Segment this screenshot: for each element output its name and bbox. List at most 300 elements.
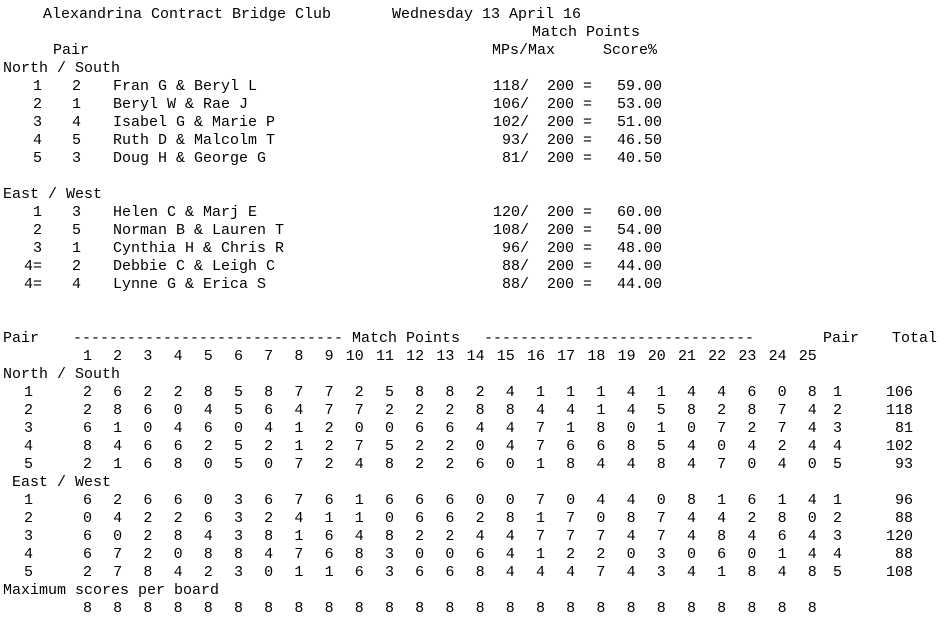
matrix-pair-number-right: 2 bbox=[832, 510, 842, 527]
board-score: 6 bbox=[415, 492, 425, 509]
board-score: 1 bbox=[324, 564, 334, 581]
board-score: 3 bbox=[656, 564, 666, 581]
matrix-total: 106 bbox=[885, 384, 913, 401]
board-number: 9 bbox=[324, 348, 334, 365]
board-score: 0 bbox=[233, 420, 243, 437]
dash-rule-right: ------------------------------ bbox=[484, 330, 755, 347]
mps-separator: / bbox=[520, 258, 530, 275]
board-score: 1 bbox=[535, 384, 545, 401]
matrix-total: 88 bbox=[894, 510, 913, 527]
board-score: 7 bbox=[717, 420, 727, 437]
board-score: 0 bbox=[113, 528, 123, 545]
max-score: 8 bbox=[807, 600, 817, 617]
board-number: 10 bbox=[345, 348, 364, 365]
board-score: 2 bbox=[173, 510, 183, 527]
board-number: 11 bbox=[375, 348, 394, 365]
board-score: 0 bbox=[505, 492, 515, 509]
board-score: 5 bbox=[233, 438, 243, 455]
board-score: 8 bbox=[807, 384, 817, 401]
board-score: 3 bbox=[384, 564, 394, 581]
max-points: 200 bbox=[546, 96, 574, 113]
board-score: 1 bbox=[113, 456, 123, 473]
board-number: 25 bbox=[798, 348, 817, 365]
board-score: 2 bbox=[445, 528, 455, 545]
board-score: 0 bbox=[173, 402, 183, 419]
board-score: 7 bbox=[656, 528, 666, 545]
board-score: 0 bbox=[686, 546, 696, 563]
board-score: 2 bbox=[566, 546, 576, 563]
max-score: 8 bbox=[505, 600, 515, 617]
board-score: 8 bbox=[475, 564, 485, 581]
board-score: 8 bbox=[445, 384, 455, 401]
max-score: 8 bbox=[596, 600, 606, 617]
board-score: 4 bbox=[686, 456, 696, 473]
board-score: 0 bbox=[264, 564, 274, 581]
board-score: 1 bbox=[354, 492, 364, 509]
board-score: 8 bbox=[686, 402, 696, 419]
match-points: 118 bbox=[492, 78, 520, 95]
board-score: 1 bbox=[656, 420, 666, 437]
max-score: 8 bbox=[475, 600, 485, 617]
board-score: 8 bbox=[505, 510, 515, 527]
pair-number: 2 bbox=[72, 258, 82, 275]
board-score: 2 bbox=[324, 420, 334, 437]
max-score: 8 bbox=[656, 600, 666, 617]
board-score: 7 bbox=[294, 546, 304, 563]
board-score: 4 bbox=[264, 546, 274, 563]
matrix-pair-number-right: 3 bbox=[832, 420, 842, 437]
board-score: 0 bbox=[143, 420, 153, 437]
pair-number: 3 bbox=[72, 204, 82, 221]
board-score: 6 bbox=[445, 564, 455, 581]
board-score: 0 bbox=[747, 546, 757, 563]
matrix-total: 118 bbox=[885, 402, 913, 419]
board-score: 4 bbox=[203, 402, 213, 419]
mps-separator: / bbox=[520, 222, 530, 239]
board-score: 5 bbox=[656, 402, 666, 419]
board-score: 4 bbox=[626, 564, 636, 581]
board-score: 2 bbox=[324, 456, 334, 473]
score-percent: 54.00 bbox=[616, 222, 662, 239]
matrix-total: 102 bbox=[885, 438, 913, 455]
matrix-pair-number: 4 bbox=[23, 546, 33, 563]
board-score: 1 bbox=[535, 456, 545, 473]
board-score: 8 bbox=[233, 546, 243, 563]
board-score: 2 bbox=[143, 384, 153, 401]
board-score: 5 bbox=[384, 384, 394, 401]
matrix-pair-number-right: 1 bbox=[832, 384, 842, 401]
board-score: 4 bbox=[747, 438, 757, 455]
board-score: 7 bbox=[566, 510, 576, 527]
board-score: 1 bbox=[596, 384, 606, 401]
score-percent: 48.00 bbox=[616, 240, 662, 257]
max-score: 8 bbox=[686, 600, 696, 617]
board-score: 0 bbox=[626, 420, 636, 437]
board-score: 4 bbox=[686, 438, 696, 455]
matrix-total: 120 bbox=[885, 528, 913, 545]
matrix-total: 96 bbox=[894, 492, 913, 509]
max-score: 8 bbox=[535, 600, 545, 617]
max-score: 8 bbox=[82, 600, 92, 617]
equals-sign: = bbox=[583, 78, 593, 95]
board-score: 4 bbox=[626, 402, 636, 419]
board-score: 7 bbox=[294, 384, 304, 401]
score-percent: 53.00 bbox=[616, 96, 662, 113]
board-score: 1 bbox=[777, 546, 787, 563]
board-score: 2 bbox=[747, 510, 757, 527]
board-score: 2 bbox=[143, 510, 153, 527]
match-points-heading: Match Points bbox=[532, 24, 641, 41]
board-score: 1 bbox=[535, 510, 545, 527]
board-score: 4 bbox=[505, 438, 515, 455]
board-score: 4 bbox=[354, 528, 364, 545]
board-score: 4 bbox=[626, 456, 636, 473]
board-score: 6 bbox=[82, 528, 92, 545]
board-score: 8 bbox=[82, 438, 92, 455]
pair-number: 3 bbox=[72, 150, 82, 167]
max-score: 8 bbox=[264, 600, 274, 617]
board-score: 8 bbox=[415, 384, 425, 401]
board-score: 0 bbox=[173, 546, 183, 563]
club-name: Alexandrina Contract Bridge Club bbox=[43, 6, 332, 23]
board-score: 4 bbox=[475, 528, 485, 545]
max-points: 200 bbox=[546, 150, 574, 167]
board-score: 4 bbox=[535, 564, 545, 581]
board-score: 4 bbox=[686, 510, 696, 527]
matrix-pair-number: 3 bbox=[23, 420, 33, 437]
mps-separator: / bbox=[520, 240, 530, 257]
board-number: 18 bbox=[587, 348, 606, 365]
board-score: 0 bbox=[475, 492, 485, 509]
match-points: 88 bbox=[501, 276, 520, 293]
max-score: 8 bbox=[445, 600, 455, 617]
board-score: 2 bbox=[173, 384, 183, 401]
board-score: 6 bbox=[475, 456, 485, 473]
board-score: 8 bbox=[505, 402, 515, 419]
board-score: 2 bbox=[445, 456, 455, 473]
board-score: 8 bbox=[717, 528, 727, 545]
board-number: 12 bbox=[406, 348, 425, 365]
board-score: 4 bbox=[294, 402, 304, 419]
equals-sign: = bbox=[583, 240, 593, 257]
board-score: 5 bbox=[233, 384, 243, 401]
board-score: 6 bbox=[143, 438, 153, 455]
board-score: 3 bbox=[656, 546, 666, 563]
board-score: 7 bbox=[596, 564, 606, 581]
rank: 4= bbox=[23, 258, 42, 275]
score-percent: 44.00 bbox=[616, 258, 662, 275]
board-score: 2 bbox=[415, 456, 425, 473]
board-score: 0 bbox=[354, 420, 364, 437]
max-points: 200 bbox=[546, 258, 574, 275]
max-points: 200 bbox=[546, 222, 574, 239]
board-score: 6 bbox=[384, 492, 394, 509]
board-score: 6 bbox=[113, 384, 123, 401]
board-number: 16 bbox=[526, 348, 545, 365]
match-points: 81 bbox=[501, 150, 520, 167]
board-score: 6 bbox=[143, 402, 153, 419]
score-label: Score% bbox=[603, 42, 658, 59]
max-score: 8 bbox=[626, 600, 636, 617]
board-score: 0 bbox=[596, 510, 606, 527]
pair-number: 2 bbox=[72, 78, 82, 95]
board-score: 4 bbox=[505, 564, 515, 581]
rank: 1 bbox=[32, 78, 42, 95]
dash-rule-left: ------------------------------ bbox=[73, 330, 344, 347]
board-score: 7 bbox=[535, 438, 545, 455]
board-score: 1 bbox=[566, 384, 576, 401]
board-score: 6 bbox=[445, 510, 455, 527]
board-score: 6 bbox=[324, 528, 334, 545]
board-score: 6 bbox=[475, 546, 485, 563]
matrix-pair-number: 3 bbox=[23, 528, 33, 545]
board-score: 2 bbox=[445, 438, 455, 455]
board-score: 6 bbox=[354, 564, 364, 581]
board-score: 6 bbox=[324, 546, 334, 563]
board-score: 4 bbox=[807, 420, 817, 437]
matrix-pair-number: 1 bbox=[23, 384, 33, 401]
board-number: 6 bbox=[233, 348, 243, 365]
matrix-pair-label: Pair bbox=[3, 330, 40, 347]
equals-sign: = bbox=[583, 132, 593, 149]
board-score: 8 bbox=[656, 456, 666, 473]
rank: 5 bbox=[32, 150, 42, 167]
board-score: 4 bbox=[686, 564, 696, 581]
board-number: 13 bbox=[436, 348, 455, 365]
board-score: 8 bbox=[203, 384, 213, 401]
equals-sign: = bbox=[583, 114, 593, 131]
max-points: 200 bbox=[546, 78, 574, 95]
mps-separator: / bbox=[520, 204, 530, 221]
board-number: 7 bbox=[264, 348, 274, 365]
pair-number: 1 bbox=[72, 96, 82, 113]
board-score: 2 bbox=[596, 546, 606, 563]
board-number: 20 bbox=[647, 348, 666, 365]
rank: 4 bbox=[32, 132, 42, 149]
pair-names: Doug H & George G bbox=[113, 150, 267, 167]
board-score: 0 bbox=[445, 546, 455, 563]
board-score: 4 bbox=[747, 528, 757, 545]
board-score: 4 bbox=[264, 420, 274, 437]
board-score: 6 bbox=[717, 546, 727, 563]
rank: 1 bbox=[32, 204, 42, 221]
board-score: 1 bbox=[354, 510, 364, 527]
matrix-pair-number: 5 bbox=[23, 456, 33, 473]
board-score: 6 bbox=[747, 492, 757, 509]
matrix-pair-number-right: 5 bbox=[832, 564, 842, 581]
equals-sign: = bbox=[583, 204, 593, 221]
matrix-pair-number-right: 5 bbox=[832, 456, 842, 473]
board-score: 4 bbox=[807, 438, 817, 455]
board-score: 7 bbox=[717, 456, 727, 473]
board-score: 0 bbox=[505, 456, 515, 473]
matrix-section-title: North / South bbox=[3, 366, 121, 383]
board-score: 7 bbox=[535, 492, 545, 509]
matrix-pair-number-right: 2 bbox=[832, 402, 842, 419]
board-score: 4 bbox=[475, 420, 485, 437]
board-score: 0 bbox=[264, 456, 274, 473]
board-score: 0 bbox=[566, 492, 576, 509]
board-score: 1 bbox=[294, 564, 304, 581]
max-points: 200 bbox=[546, 240, 574, 257]
board-score: 4 bbox=[505, 528, 515, 545]
max-score: 8 bbox=[143, 600, 153, 617]
board-score: 0 bbox=[747, 456, 757, 473]
board-score: 4 bbox=[626, 384, 636, 401]
board-number: 22 bbox=[708, 348, 727, 365]
board-score: 1 bbox=[294, 438, 304, 455]
board-score: 4 bbox=[203, 528, 213, 545]
board-score: 2 bbox=[324, 438, 334, 455]
board-score: 7 bbox=[566, 528, 576, 545]
board-score: 6 bbox=[777, 528, 787, 545]
matrix-total-label: Total bbox=[892, 330, 938, 347]
board-score: 6 bbox=[173, 492, 183, 509]
board-score: 1 bbox=[294, 420, 304, 437]
score-percent: 59.00 bbox=[616, 78, 662, 95]
match-points: 88 bbox=[501, 258, 520, 275]
board-score: 4 bbox=[596, 456, 606, 473]
board-score: 6 bbox=[264, 492, 274, 509]
pair-names: Helen C & Marj E bbox=[113, 204, 258, 221]
board-score: 4 bbox=[505, 546, 515, 563]
board-score: 0 bbox=[656, 492, 666, 509]
board-score: 2 bbox=[445, 402, 455, 419]
max-score: 8 bbox=[566, 600, 576, 617]
board-score: 2 bbox=[717, 402, 727, 419]
board-number: 1 bbox=[82, 348, 92, 365]
match-points: 96 bbox=[501, 240, 520, 257]
board-score: 8 bbox=[475, 402, 485, 419]
matrix-total: 108 bbox=[885, 564, 913, 581]
board-score: 2 bbox=[143, 528, 153, 545]
board-score: 7 bbox=[656, 510, 666, 527]
board-score: 0 bbox=[777, 384, 787, 401]
board-score: 2 bbox=[475, 384, 485, 401]
board-score: 5 bbox=[656, 438, 666, 455]
board-score: 4 bbox=[686, 528, 696, 545]
board-score: 4 bbox=[717, 510, 727, 527]
board-score: 0 bbox=[415, 546, 425, 563]
board-score: 7 bbox=[113, 564, 123, 581]
pair-names: Isabel G & Marie P bbox=[113, 114, 276, 131]
board-score: 2 bbox=[113, 492, 123, 509]
board-score: 8 bbox=[143, 564, 153, 581]
board-score: 8 bbox=[113, 402, 123, 419]
board-score: 4 bbox=[505, 420, 515, 437]
board-score: 7 bbox=[294, 456, 304, 473]
matrix-pair-number-right: 4 bbox=[832, 438, 842, 455]
board-score: 6 bbox=[82, 546, 92, 563]
board-score: 4 bbox=[777, 456, 787, 473]
board-score: 2 bbox=[415, 438, 425, 455]
board-score: 2 bbox=[264, 438, 274, 455]
board-number: 2 bbox=[113, 348, 123, 365]
max-points: 200 bbox=[546, 276, 574, 293]
board-score: 1 bbox=[717, 564, 727, 581]
board-score: 1 bbox=[535, 546, 545, 563]
pair-number: 5 bbox=[72, 132, 82, 149]
board-score: 4 bbox=[354, 456, 364, 473]
rank: 2 bbox=[32, 222, 42, 239]
max-score: 8 bbox=[777, 600, 787, 617]
board-score: 8 bbox=[173, 528, 183, 545]
equals-sign: = bbox=[583, 96, 593, 113]
board-score: 7 bbox=[596, 528, 606, 545]
board-score: 4 bbox=[173, 420, 183, 437]
board-number: 19 bbox=[617, 348, 636, 365]
board-score: 0 bbox=[384, 420, 394, 437]
matrix-heading: Match Points bbox=[352, 330, 461, 347]
board-score: 1 bbox=[324, 510, 334, 527]
board-score: 4 bbox=[807, 492, 817, 509]
score-percent: 46.50 bbox=[616, 132, 662, 149]
board-score: 2 bbox=[415, 402, 425, 419]
board-number: 4 bbox=[173, 348, 183, 365]
pair-number: 4 bbox=[72, 114, 82, 131]
max-score: 8 bbox=[294, 600, 304, 617]
board-score: 8 bbox=[173, 456, 183, 473]
board-score: 7 bbox=[535, 420, 545, 437]
board-score: 0 bbox=[626, 546, 636, 563]
board-score: 4 bbox=[807, 528, 817, 545]
matrix-total: 81 bbox=[894, 420, 913, 437]
matrix-pair-number-right: 1 bbox=[832, 492, 842, 509]
board-score: 1 bbox=[294, 528, 304, 545]
section-title: North / South bbox=[3, 60, 121, 77]
board-score: 4 bbox=[113, 438, 123, 455]
matrix-total: 88 bbox=[894, 546, 913, 563]
board-score: 3 bbox=[233, 510, 243, 527]
board-score: 8 bbox=[747, 402, 757, 419]
rank: 4= bbox=[23, 276, 42, 293]
board-score: 1 bbox=[656, 384, 666, 401]
pair-names: Ruth D & Malcolm T bbox=[113, 132, 276, 149]
board-score: 2 bbox=[203, 438, 213, 455]
pair-number: 1 bbox=[72, 240, 82, 257]
board-score: 8 bbox=[777, 510, 787, 527]
board-score: 0 bbox=[807, 510, 817, 527]
max-points: 200 bbox=[546, 114, 574, 131]
pair-names: Debbie C & Leigh C bbox=[113, 258, 276, 275]
rank: 3 bbox=[32, 114, 42, 131]
board-score: 0 bbox=[686, 420, 696, 437]
pair-names: Cynthia H & Chris R bbox=[113, 240, 285, 257]
board-score: 1 bbox=[113, 420, 123, 437]
board-score: 6 bbox=[415, 510, 425, 527]
board-number: 14 bbox=[466, 348, 485, 365]
board-score: 8 bbox=[354, 546, 364, 563]
board-score: 7 bbox=[535, 528, 545, 545]
match-points: 106 bbox=[492, 96, 520, 113]
board-score: 6 bbox=[747, 384, 757, 401]
board-score: 6 bbox=[143, 492, 153, 509]
board-score: 2 bbox=[777, 438, 787, 455]
board-score: 7 bbox=[294, 492, 304, 509]
max-score: 8 bbox=[747, 600, 757, 617]
max-score: 8 bbox=[717, 600, 727, 617]
board-number: 23 bbox=[738, 348, 757, 365]
board-score: 2 bbox=[415, 528, 425, 545]
max-score: 8 bbox=[324, 600, 334, 617]
max-score: 8 bbox=[354, 600, 364, 617]
score-percent: 44.00 bbox=[616, 276, 662, 293]
board-score: 6 bbox=[173, 438, 183, 455]
board-score: 4 bbox=[807, 402, 817, 419]
board-score: 1 bbox=[566, 420, 576, 437]
board-score: 0 bbox=[475, 438, 485, 455]
mps-separator: / bbox=[520, 78, 530, 95]
